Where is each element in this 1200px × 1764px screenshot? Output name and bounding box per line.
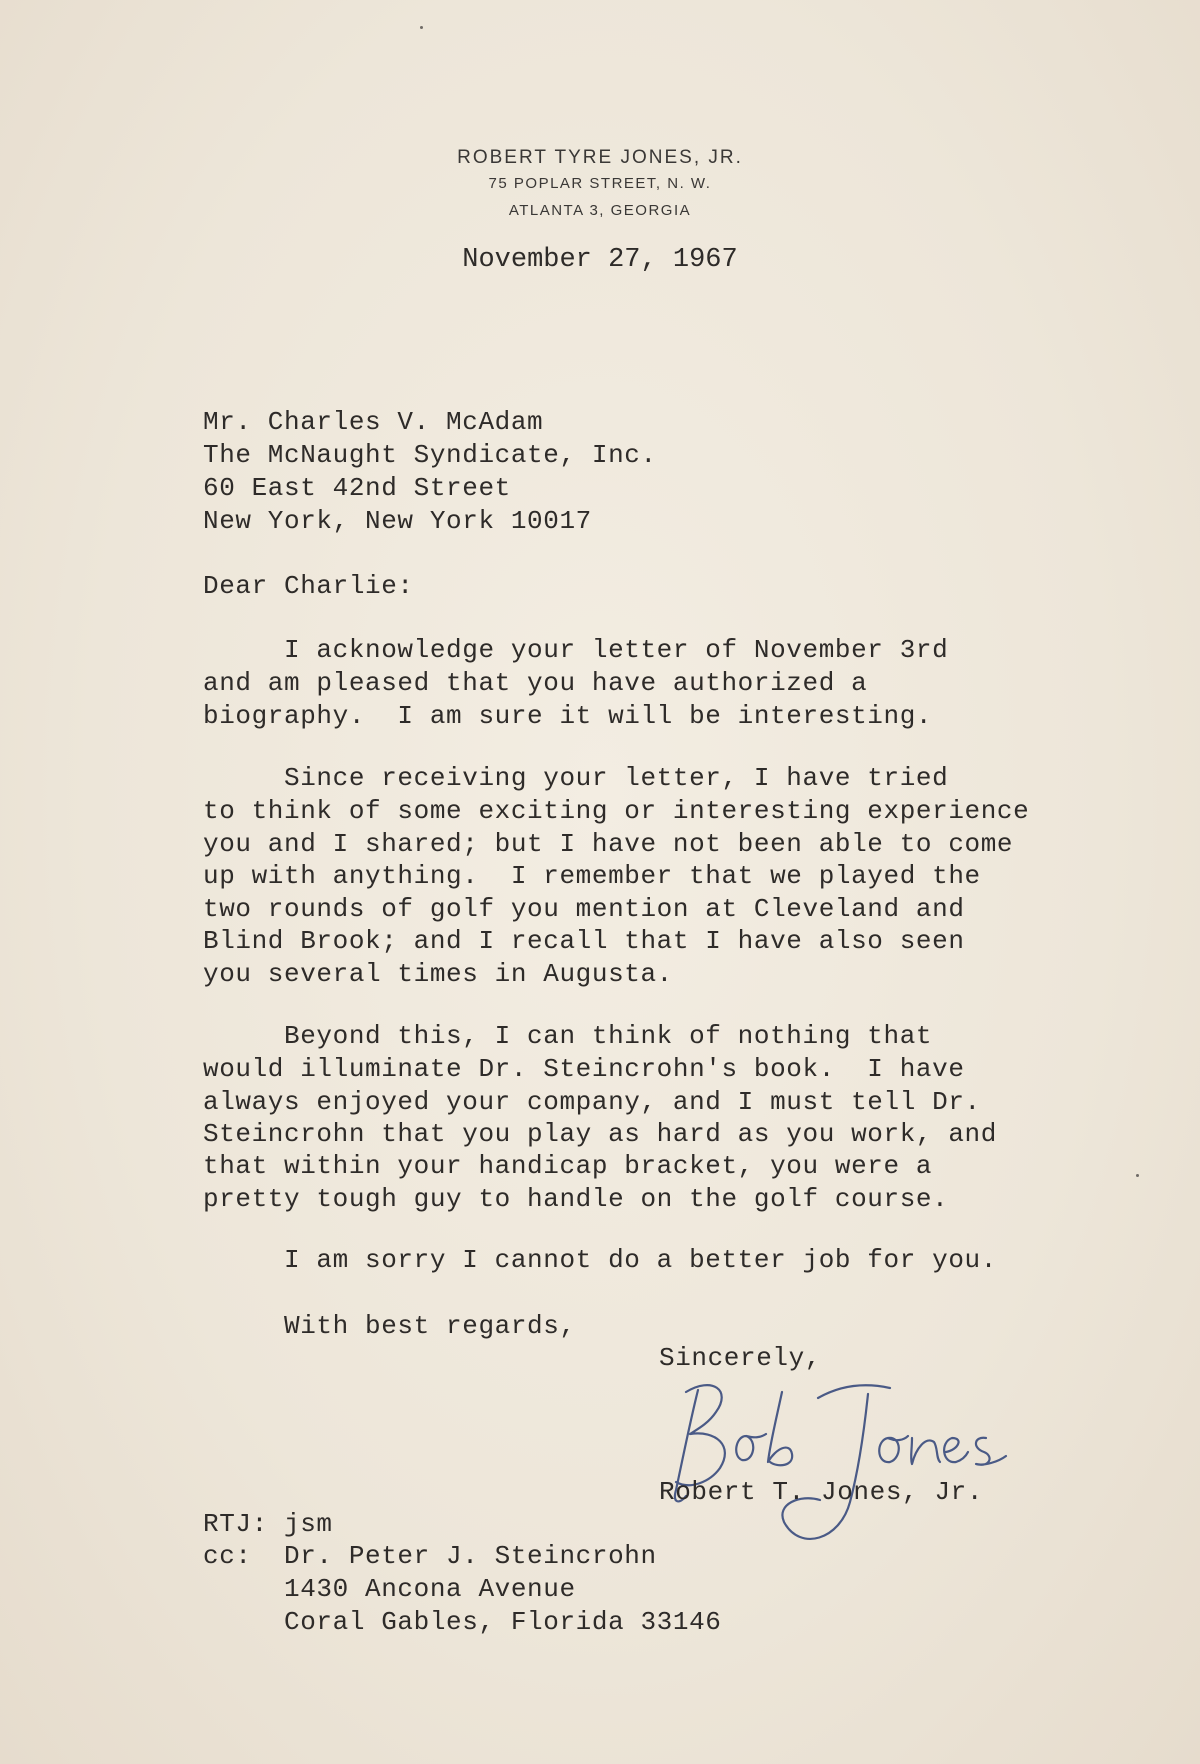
body-line: I acknowledge your letter of November 3rd bbox=[203, 635, 949, 665]
signer-name: Robert T. Jones, Jr. bbox=[659, 1477, 984, 1507]
letterhead-name: ROBERT TYRE JONES, JR. bbox=[457, 147, 743, 168]
body-line: you several times in Augusta. bbox=[203, 959, 673, 989]
cc-line: 1430 Ancona Avenue bbox=[203, 1574, 576, 1604]
body-line: to think of some exciting or interesting experience bbox=[203, 796, 1030, 826]
letterhead-city: ATLANTA 3, GEORGIA bbox=[508, 202, 692, 219]
body-line: I am sorry I cannot do a better job for you. bbox=[203, 1245, 997, 1275]
body-line: always enjoyed your company, and I must tell Dr. bbox=[203, 1087, 981, 1117]
letterhead bbox=[0, 146, 1200, 224]
closing: Sincerely, bbox=[659, 1343, 822, 1373]
body-line: two rounds of golf you mention at Cleveland and bbox=[203, 894, 965, 924]
paper-speck bbox=[1136, 1174, 1139, 1177]
body-line: would illuminate Dr. Steincrohn's book. I have bbox=[203, 1054, 965, 1084]
initials: RTJ: jsm bbox=[203, 1509, 333, 1539]
body-line: and am pleased that you have authorized a bbox=[203, 668, 868, 698]
regards: With best regards, bbox=[203, 1311, 576, 1341]
signature bbox=[650, 1372, 1050, 1572]
body-line: Beyond this, I can think of nothing that bbox=[203, 1021, 933, 1051]
body-line: Steincrohn that you play as hard as you work, and bbox=[203, 1119, 997, 1149]
body-line: up with anything. I remember that we played the bbox=[203, 861, 981, 891]
body-line: Since receiving your letter, I have tried bbox=[203, 763, 949, 793]
salutation: Dear Charlie: bbox=[203, 571, 414, 601]
body-line: that within your handicap bracket, you were a bbox=[203, 1151, 933, 1181]
paper-speck bbox=[420, 26, 423, 29]
body-line: Blind Brook; and I recall that I have also seen bbox=[203, 926, 965, 956]
recipient-line: 60 East 42nd Street bbox=[203, 473, 511, 503]
recipient-line: Mr. Charles V. McAdam bbox=[203, 407, 544, 437]
cc-line: Coral Gables, Florida 33146 bbox=[203, 1607, 722, 1637]
letterhead-street: 75 POPLAR STREET, N. W. bbox=[488, 175, 712, 192]
recipient-line: The McNaught Syndicate, Inc. bbox=[203, 440, 657, 470]
body-line: biography. I am sure it will be interesting. bbox=[203, 701, 933, 731]
body-line: you and I shared; but I have not been able to come bbox=[203, 829, 1014, 859]
recipient-line: New York, New York 10017 bbox=[203, 506, 592, 536]
cc-line: cc: Dr. Peter J. Steincrohn bbox=[203, 1541, 657, 1571]
body-line: pretty tough guy to handle on the golf course. bbox=[203, 1184, 949, 1214]
letter-date: November 27, 1967 bbox=[462, 245, 738, 275]
